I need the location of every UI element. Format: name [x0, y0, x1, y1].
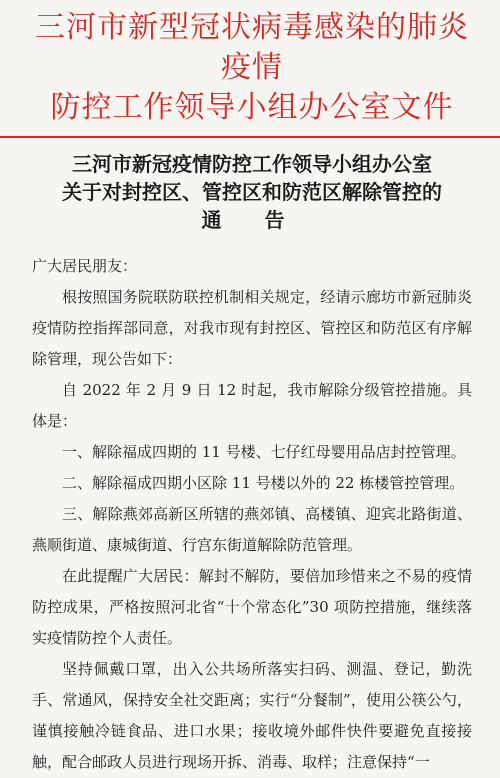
paragraph: 一、解除福成四期的 11 号楼、七仔红母婴用品店封控管理。	[62, 443, 466, 461]
red-divider-line	[0, 136, 500, 138]
paragraph: 三、解除燕郊高新区所辖的燕郊镇、高楼镇、迎宾北路街道、燕顺街道、康城街道、行宫东街道解除防范管理。	[32, 505, 472, 554]
title-line-2: 关于对封控区、管控区和防范区解除管控的	[62, 180, 442, 204]
paragraph: 在此提醒广大居民：解封不解防，要倍加珍惜来之不易的疫情防控成果，严格按照河北省“十个常态化”30 项防控措施，继续落实疫情防控个人责任。	[32, 567, 472, 647]
paragraph: 自 2022 年 2 月 9 日 12 时起，我市解除分级管控措施。具体是：	[32, 381, 472, 430]
title-line-3: 通 告	[201, 208, 303, 232]
letterhead-line-2: 防控工作领导小组办公室文件	[50, 90, 454, 125]
paragraph: 根按照国务院联防联控机制相关规定，经请示廊坊市新冠肺炎疫情防控指挥部同意，对我市现有封控区、管控区和防范区有序解除管理，现公告如下：	[32, 288, 472, 368]
red-letterhead	[32, 8, 472, 128]
salutation: 广大居民朋友：	[32, 257, 138, 275]
letterhead-line-1: 三河市新型冠状病毒感染的肺炎疫情	[35, 10, 469, 85]
paragraph: 二、解除福成四期小区除 11 号楼以外的 22 栋楼管控管理。	[62, 474, 465, 492]
title-line-1: 三河市新冠疫情防控工作领导小组办公室	[72, 152, 432, 176]
notice-title	[32, 150, 472, 234]
paragraph: 坚持佩戴口罩，出入公共场所落实扫码、测温、登记，勤洗手、常通风，保持安全社交距离；实行“分餐制”，使用公筷公勺，谨慎接触冷链食品、进口水果；接收境外邮件快件要避免直接接触，配合邮政人员进行现场开拆、消毒、取样；注意保持“一	[32, 660, 472, 771]
